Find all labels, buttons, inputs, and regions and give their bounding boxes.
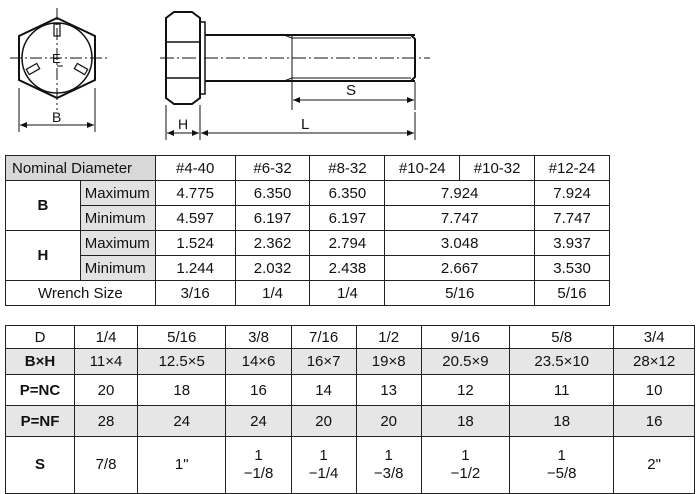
- table-cell: 14: [291, 375, 356, 406]
- stacked-value: 1: [384, 447, 393, 464]
- table-cell: [75, 437, 138, 494]
- label-l: L: [301, 116, 310, 133]
- table-cell: 20.5×9: [421, 349, 509, 375]
- size-header: #12-24: [535, 156, 610, 181]
- table-row: [6, 326, 695, 349]
- bh-label: B×H: [6, 349, 75, 375]
- table-cell: 13: [356, 375, 421, 406]
- table-cell: 10: [614, 375, 695, 406]
- table-cell: 3/4: [614, 326, 695, 349]
- table-cell: 11×4: [75, 349, 138, 375]
- table-cell: [510, 437, 614, 494]
- label-b: B: [52, 109, 62, 125]
- bolt-technical-drawing: [0, 0, 700, 150]
- table-cell: 3/16: [155, 281, 235, 306]
- bolt-side-view: [160, 12, 430, 140]
- size-header: #8-32: [310, 156, 385, 181]
- table-cell: 7.747: [535, 206, 610, 231]
- stacked-value: 1": [174, 456, 189, 473]
- table-cell: 3/8: [226, 326, 291, 349]
- table-cell: 12: [421, 375, 509, 406]
- stacked-value: 1: [254, 447, 263, 464]
- maximum-label: Maximum: [80, 231, 155, 256]
- table-cell: 2.032: [235, 256, 310, 281]
- table-cell: 19×8: [356, 349, 421, 375]
- table-cell: 11: [510, 375, 614, 406]
- table-row: [6, 206, 610, 231]
- size-header: #10-24: [385, 156, 460, 181]
- minimum-label: Minimum: [80, 206, 155, 231]
- table-cell: 2.438: [310, 256, 385, 281]
- table-cell: 1.524: [155, 231, 235, 256]
- table-cell: 24: [138, 406, 226, 437]
- head-marking-left: [26, 63, 39, 74]
- table-cell: 18: [421, 406, 509, 437]
- fractional-size-dimension-table: [5, 325, 695, 494]
- s-label: S: [6, 437, 75, 494]
- group-b-label: B: [6, 181, 81, 231]
- table-cell: 1/4: [310, 281, 385, 306]
- table-cell: 5/16: [535, 281, 610, 306]
- maximum-label: Maximum: [80, 181, 155, 206]
- table-row: [6, 375, 695, 406]
- table-row: [6, 406, 695, 437]
- stacked-value: −1/4: [308, 465, 339, 482]
- table-cell: 20: [291, 406, 356, 437]
- table-cell: 7.924: [535, 181, 610, 206]
- table-cell: 18: [510, 406, 614, 437]
- table-row: [6, 349, 695, 375]
- table-cell: 24: [226, 406, 291, 437]
- table-cell: 6.197: [310, 206, 385, 231]
- numbered-size-dimension-table: [5, 155, 610, 306]
- size-header: #4-40: [155, 156, 235, 181]
- stacked-value: 1: [319, 447, 328, 464]
- minimum-label: Minimum: [80, 256, 155, 281]
- table-cell: 5/16: [138, 326, 226, 349]
- stacked-value: −3/8: [373, 465, 404, 482]
- label-e: E: [52, 51, 61, 66]
- table-cell: 20: [356, 406, 421, 437]
- table-row: [6, 156, 610, 181]
- table-cell: 3.530: [535, 256, 610, 281]
- table-cell: 7.747: [385, 206, 535, 231]
- table-cell: 7.924: [385, 181, 535, 206]
- table-cell: 2.362: [235, 231, 310, 256]
- pitch-nc-label: P=NC: [6, 375, 75, 406]
- group-h-label: H: [6, 231, 81, 281]
- table-cell: [614, 437, 695, 494]
- table-cell: 6.197: [235, 206, 310, 231]
- table-cell: 14×6: [226, 349, 291, 375]
- table-cell: 4.597: [155, 206, 235, 231]
- table-cell: 6.350: [310, 181, 385, 206]
- d-label: D: [6, 326, 75, 349]
- table-cell: 1/2: [356, 326, 421, 349]
- nominal-diameter-header: Nominal Diameter: [6, 156, 156, 181]
- label-h: H: [178, 116, 189, 132]
- table-cell: 5/8: [510, 326, 614, 349]
- table-cell: 16: [614, 406, 695, 437]
- table-cell: [291, 437, 356, 494]
- stacked-value: −1/2: [450, 465, 481, 482]
- table-cell: 5/16: [385, 281, 535, 306]
- table-cell: [356, 437, 421, 494]
- size-header: #10-32: [460, 156, 535, 181]
- table-cell: 7/16: [291, 326, 356, 349]
- wrench-size-label: Wrench Size: [6, 281, 156, 306]
- table-cell: 18: [138, 375, 226, 406]
- stacked-value: 1: [557, 447, 566, 464]
- table-cell: 16: [226, 375, 291, 406]
- stacked-value: 1: [461, 447, 470, 464]
- table-cell: 28×12: [614, 349, 695, 375]
- table-cell: 1/4: [75, 326, 138, 349]
- table-cell: [226, 437, 291, 494]
- stacked-value: −5/8: [546, 465, 577, 482]
- table-cell: 9/16: [421, 326, 509, 349]
- table-row: [6, 231, 610, 256]
- table-row: [6, 256, 610, 281]
- label-s: S: [346, 82, 357, 99]
- table-cell: 23.5×10: [510, 349, 614, 375]
- stacked-value: −1/8: [243, 465, 274, 482]
- head-marking-right: [74, 63, 87, 74]
- table-row: [6, 437, 695, 494]
- table-cell: 12.5×5: [138, 349, 226, 375]
- table-cell: 4.775: [155, 181, 235, 206]
- table-row: [6, 281, 610, 306]
- table-cell: 6.350: [235, 181, 310, 206]
- table-cell: 3.048: [385, 231, 535, 256]
- table-cell: 28: [75, 406, 138, 437]
- table-cell: 3.937: [535, 231, 610, 256]
- size-header: #6-32: [235, 156, 310, 181]
- table-cell: 1/4: [235, 281, 310, 306]
- table-cell: 20: [75, 375, 138, 406]
- table-cell: [138, 437, 226, 494]
- table-row: [6, 181, 610, 206]
- stacked-value: 2": [647, 456, 661, 473]
- table-cell: [421, 437, 509, 494]
- stacked-value: 7/8: [95, 456, 117, 473]
- pitch-nf-label: P=NF: [6, 406, 75, 437]
- table-cell: 2.794: [310, 231, 385, 256]
- table-cell: 2.667: [385, 256, 535, 281]
- table-cell: 1.244: [155, 256, 235, 281]
- table-cell: 16×7: [291, 349, 356, 375]
